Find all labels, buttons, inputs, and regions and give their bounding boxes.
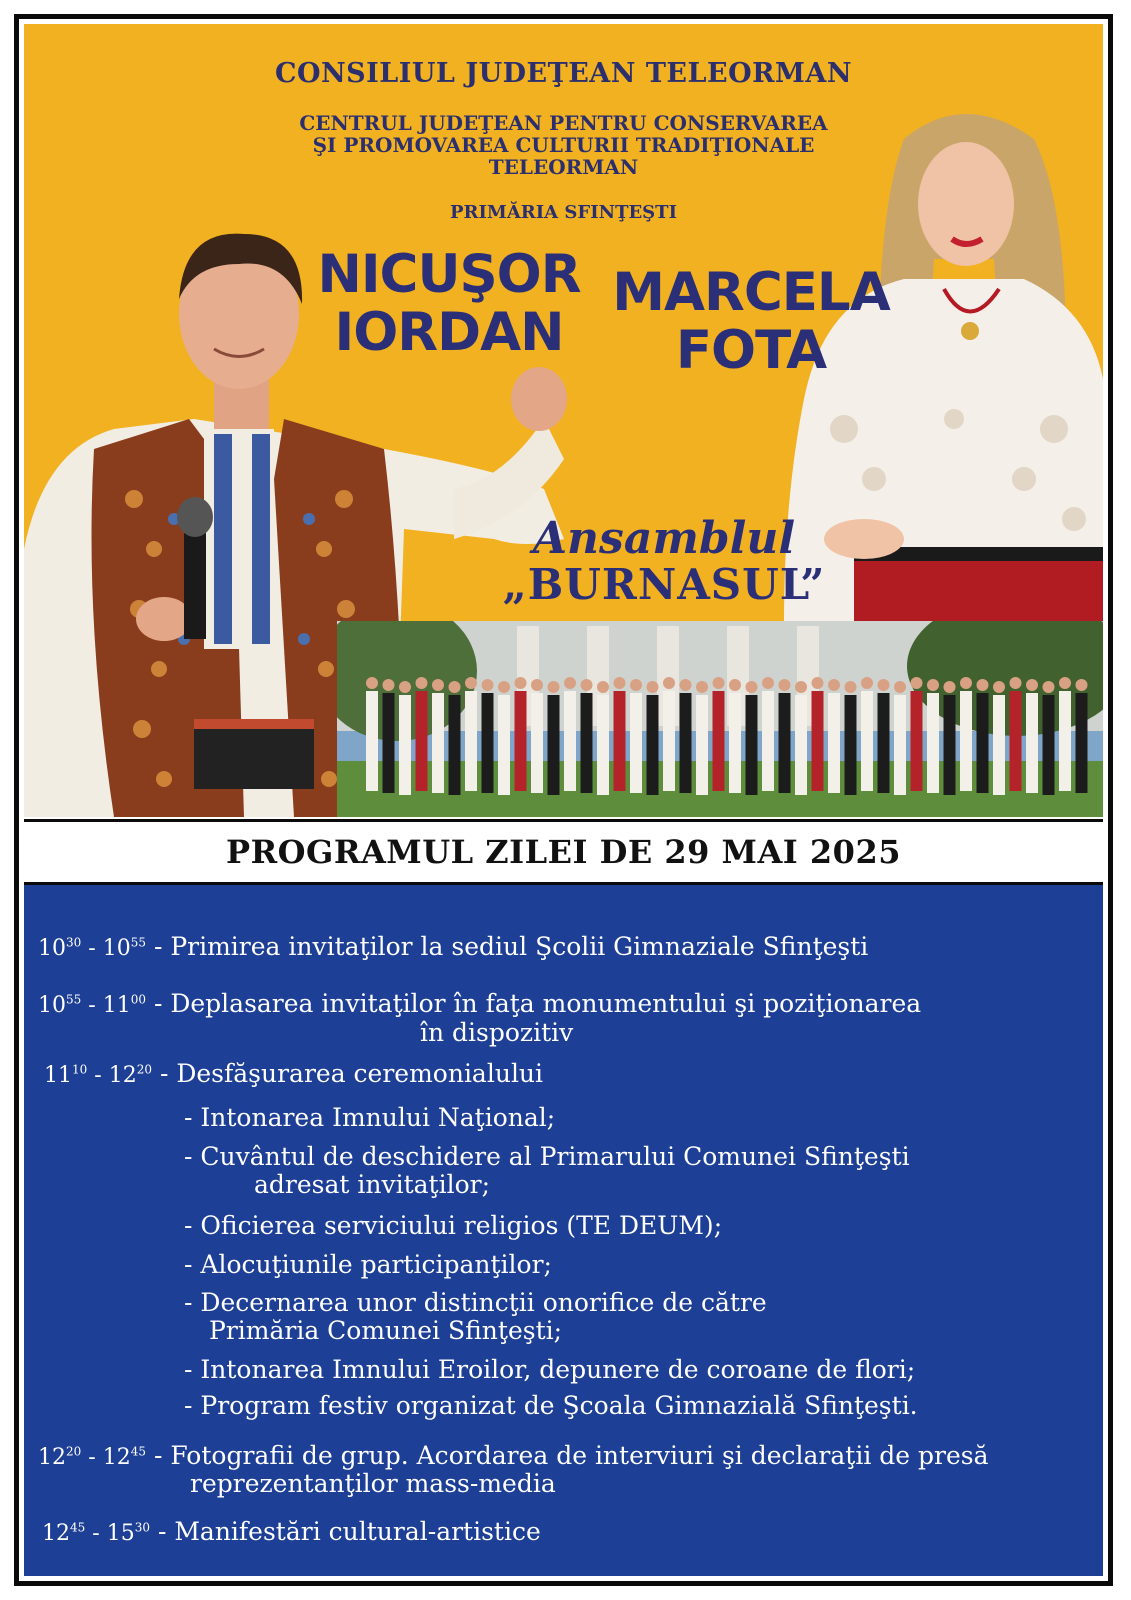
schedule-item-text: - Manifestări cultural-artistice — [157, 1517, 541, 1546]
ensemble-member-head — [779, 679, 791, 691]
ensemble-member-head — [812, 677, 824, 689]
ensemble-member-head — [383, 679, 395, 691]
ensemble-member-head — [878, 679, 890, 691]
ceremony-step: - Oficierea serviciului religios (TE DEUM); — [184, 1211, 723, 1240]
schedule-item — [38, 1442, 988, 1472]
ensemble-member — [399, 695, 411, 795]
ensemble-member-head — [597, 681, 609, 693]
ensemble-member-head — [614, 677, 626, 689]
ensemble-member — [663, 691, 675, 791]
ensemble-member-head — [647, 681, 659, 693]
ensemble-member — [1026, 693, 1038, 793]
ensemble-member-head — [515, 677, 527, 689]
ensemble-member — [614, 691, 626, 791]
ensemble-title — [479, 513, 849, 609]
ensemble-member — [696, 695, 708, 795]
ensemble-prefix: Ansamblul — [532, 513, 796, 564]
ensemble-member-head — [399, 681, 411, 693]
ensemble-member-head — [498, 681, 510, 693]
ensemble-member-head — [713, 677, 725, 689]
ensemble-member — [960, 691, 972, 791]
council-name: CONSILIUL JUDEŢEAN TELEORMAN — [274, 58, 853, 89]
ensemble-member — [647, 695, 659, 795]
ensemble-member-head — [993, 681, 1005, 693]
schedule-item — [38, 990, 921, 1020]
ensemble-member — [762, 691, 774, 791]
ceremony-step: - Program festiv organizat de Şcoala Gimnazială Sfinţeşti. — [184, 1391, 918, 1420]
ensemble-member-head — [548, 681, 560, 693]
time-range: $10^{30} - 10^{55}$ — [38, 935, 146, 961]
ensemble-member — [449, 695, 461, 795]
time-range: $10^{55} - 11^{00}$ — [38, 992, 146, 1018]
artist-first-name: MARCELA — [612, 262, 890, 323]
ceremony-step: - Decernarea unor distincţii onorifice de către — [184, 1288, 767, 1317]
ensemble-member-head — [449, 681, 461, 693]
ensemble-member-head — [1059, 677, 1071, 689]
program-title: PROGRAMUL ZILEI DE 29 MAI 2025 — [24, 819, 1103, 885]
ensemble-member-head — [845, 681, 857, 693]
time-range: $11^{10} - 12^{20}$ — [44, 1062, 152, 1088]
ensemble-member — [1076, 693, 1088, 793]
ensemble-member — [894, 695, 906, 795]
ensemble-member — [680, 693, 692, 793]
ensemble-member-head — [465, 677, 477, 689]
ensemble-member — [1043, 695, 1055, 795]
ensemble-member-head — [680, 679, 692, 691]
ensemble-member-head — [1010, 677, 1022, 689]
cultural-center-name — [24, 112, 1103, 178]
ensemble-member — [878, 693, 890, 793]
ensemble-member — [977, 693, 989, 793]
ensemble-member-head — [977, 679, 989, 691]
ensemble-member — [911, 691, 923, 791]
ensemble-member — [515, 691, 527, 791]
ensemble-member-head — [795, 681, 807, 693]
ensemble-member — [1010, 691, 1022, 791]
ensemble-member-head — [894, 681, 906, 693]
ensemble-member-head — [482, 679, 494, 691]
ensemble-member-head — [696, 681, 708, 693]
schedule-item — [38, 933, 868, 963]
ceremony-step: - Alocuţiunile participanţilor; — [184, 1250, 552, 1279]
ensemble-member-head — [416, 677, 428, 689]
ensemble-member — [845, 695, 857, 795]
ensemble-member — [597, 695, 609, 795]
schedule-item — [42, 1518, 541, 1548]
ensemble-member — [795, 695, 807, 795]
artist-first-name: NICUŞOR — [317, 244, 581, 305]
cultural-center-line: CENTRUL JUDEŢEAN PENTRU CONSERVAREA — [299, 111, 828, 135]
ceremony-step: - Intonarea Imnului Naţional; — [184, 1103, 556, 1132]
ensemble-member-head — [861, 677, 873, 689]
schedule-item-continuation: în dispozitiv — [420, 1018, 574, 1047]
time-range: $12^{45} - 15^{30}$ — [42, 1520, 150, 1546]
ensemble-member — [927, 693, 939, 793]
ensemble-name: „BURNASUL” — [502, 560, 826, 609]
ensemble-member-head — [630, 679, 642, 691]
ensemble-member — [944, 695, 956, 795]
ensemble-member — [779, 693, 791, 793]
ensemble-member — [713, 691, 725, 791]
poster-header-panel — [24, 24, 1103, 817]
poster — [14, 14, 1113, 1586]
ensemble-member-head — [1043, 681, 1055, 693]
ceremony-step: - Intonarea Imnului Eroilor, depunere de coroane de flori; — [184, 1355, 916, 1384]
ensemble-member-head — [927, 679, 939, 691]
ensemble-member-head — [944, 681, 956, 693]
ceremony-step: - Cuvântul de deschidere al Primarului Comunei Sfinţeşti — [184, 1142, 910, 1171]
ensemble-group-photo — [337, 621, 1103, 817]
ensemble-member-head — [911, 677, 923, 689]
ensemble-member-head — [531, 679, 543, 691]
schedule-item — [44, 1060, 543, 1090]
artist-last-name: FOTA — [675, 320, 827, 381]
ensemble-member — [564, 691, 576, 791]
ensemble-member — [465, 691, 477, 791]
ensemble-member-head — [663, 677, 675, 689]
schedule-item-text: - Primirea invitaţilor la sediul Şcolii Gimnaziale Sfinţeşti — [153, 932, 869, 961]
ceremony-step-continuation: adresat invitaţilor; — [254, 1170, 491, 1199]
ensemble-member — [432, 693, 444, 793]
ensemble-member-head — [366, 677, 378, 689]
ensemble-member-head — [960, 677, 972, 689]
ensemble-member-head — [432, 679, 444, 691]
ensemble-member-head — [828, 679, 840, 691]
cultural-center-line: TELEORMAN — [488, 155, 639, 179]
cultural-center-line: ŞI PROMOVAREA CULTURII TRADIŢIONALE — [312, 133, 815, 157]
ensemble-member — [812, 691, 824, 791]
ensemble-member — [383, 693, 395, 793]
ensemble-member — [548, 695, 560, 795]
schedule-item-continuation: reprezentanţilor mass-media — [190, 1469, 556, 1498]
ensemble-member — [729, 693, 741, 793]
schedule-item-text: - Fotografii de grup. Acordarea de interviuri şi declaraţii de presă — [153, 1441, 989, 1470]
town-hall-name: PRIMĂRIA SFINŢEŞTI — [450, 202, 677, 223]
schedule-item-text: - Deplasarea invitaţilor în faţa monumentului şi poziţionarea — [153, 989, 922, 1018]
time-range: $12^{20} - 12^{45}$ — [38, 1444, 146, 1470]
ensemble-member — [630, 693, 642, 793]
artist-last-name: IORDAN — [334, 302, 564, 363]
schedule-item-text: - Desfăşurarea ceremonialului — [159, 1059, 544, 1088]
ceremony-step-continuation: Primăria Comunei Sfinţeşti; — [209, 1316, 563, 1345]
ensemble-member-head — [1076, 679, 1088, 691]
ensemble-member-head — [581, 679, 593, 691]
ensemble-member — [828, 693, 840, 793]
artist-name-left — [314, 246, 584, 362]
ensemble-member — [482, 693, 494, 793]
ensemble-member — [1059, 691, 1071, 791]
artist-name-right — [606, 264, 896, 380]
ensemble-member-head — [746, 681, 758, 693]
ensemble-member — [993, 695, 1005, 795]
ensemble-member — [581, 693, 593, 793]
ensemble-member — [861, 691, 873, 791]
ensemble-member-head — [762, 677, 774, 689]
ensemble-member — [366, 691, 378, 791]
ensemble-member — [498, 695, 510, 795]
ensemble-member-head — [564, 677, 576, 689]
ensemble-member — [531, 693, 543, 793]
ensemble-member — [746, 695, 758, 795]
ensemble-member — [416, 691, 428, 791]
ensemble-member-head — [1026, 679, 1038, 691]
ensemble-member-head — [729, 679, 741, 691]
program-schedule — [24, 885, 1103, 1576]
